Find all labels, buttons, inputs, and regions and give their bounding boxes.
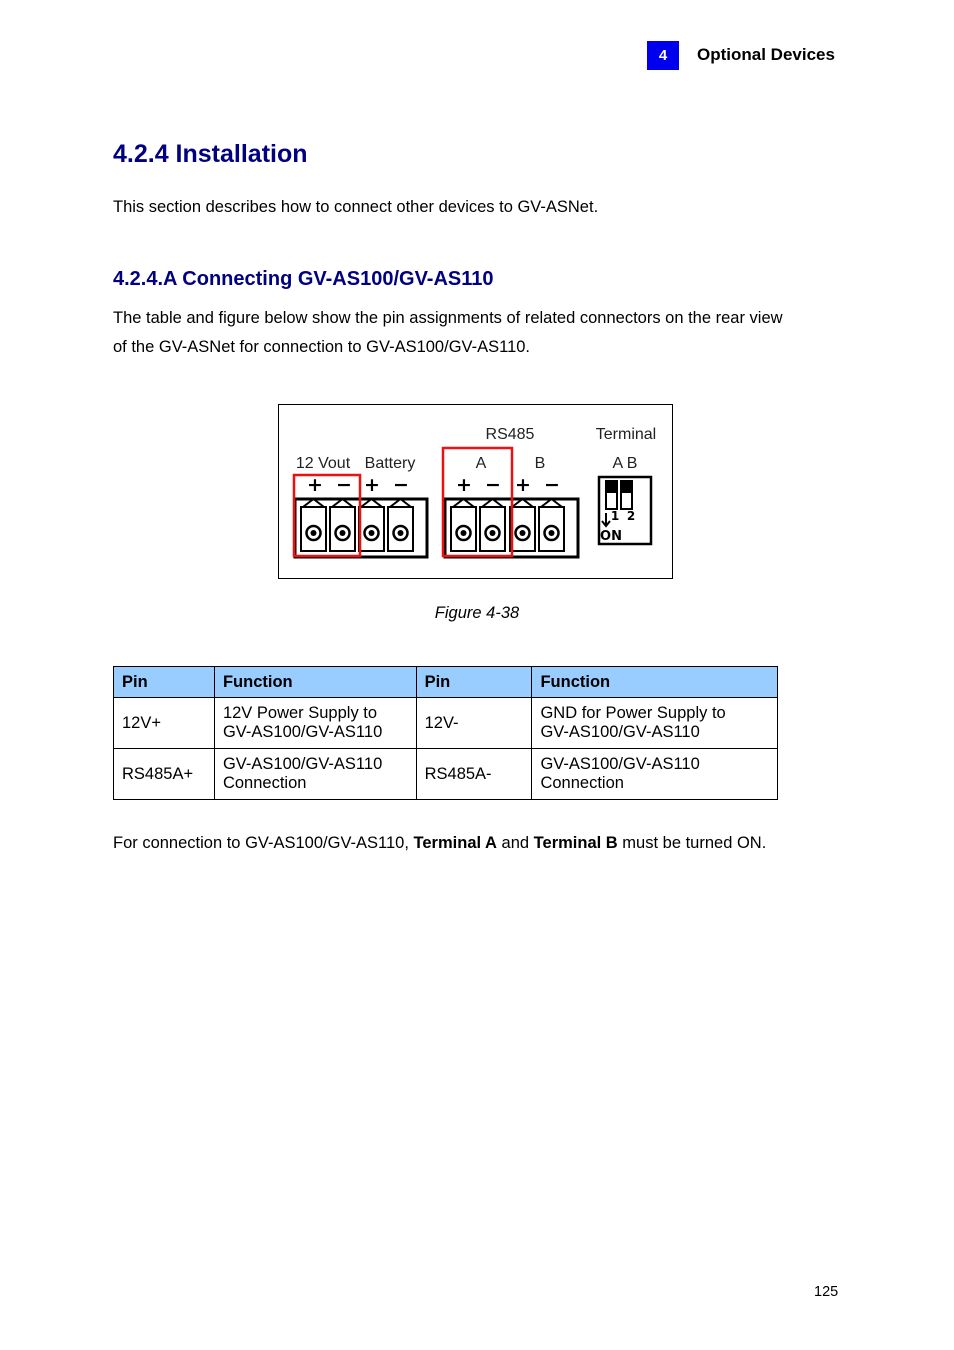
subsection-description-line1: The table and figure below show the pin assignments of related connectors on the rear view — [113, 309, 783, 327]
column-header: Function — [214, 667, 416, 698]
function-cell: GND for Power Supply to GV-AS100/GV-AS110 — [532, 698, 778, 749]
table-row — [114, 698, 778, 749]
rs485b-plus-sign: + — [515, 474, 531, 496]
column-header: Function — [532, 667, 778, 698]
terminal-note: For connection to GV-AS100/GV-AS110, Terminal A and Terminal B must be turned ON. — [113, 834, 767, 852]
rs485b-minus-sign: − — [544, 474, 560, 496]
function-cell: GV-AS100/GV-AS110 Connection — [532, 749, 778, 800]
rs485-label: RS485 — [485, 426, 535, 443]
battery-label: Battery — [364, 455, 416, 472]
vout-minus-sign: − — [336, 474, 352, 496]
terminal-screw — [510, 499, 535, 551]
section-intro: This section describes how to connect other devices to GV-ASNet. — [113, 198, 599, 216]
switch-1-label: 1 — [610, 509, 620, 523]
function-cell: 12V Power Supply to GV-AS100/GV-AS110 — [214, 698, 416, 749]
connector-figure — [278, 404, 673, 579]
terminal-label: Terminal — [595, 426, 657, 443]
rs485-a-label: A — [475, 455, 487, 472]
terminal-screw — [388, 499, 413, 551]
pin-assignment-table — [113, 666, 778, 800]
battery-minus-sign: − — [393, 474, 409, 496]
connector-diagram — [279, 405, 672, 578]
section-title: 4.2.4 Installation — [113, 140, 308, 168]
terminal-screw — [330, 499, 355, 551]
function-cell: GV-AS100/GV-AS110 Connection — [214, 749, 416, 800]
pin-cell: RS485A+ — [114, 749, 215, 800]
table-row — [114, 749, 778, 800]
rs485a-minus-sign: − — [485, 474, 501, 496]
subsection-description-line2: of the GV-ASNet for connection to GV-AS100/GV-AS110. — [113, 338, 531, 356]
terminal-screw — [480, 499, 505, 551]
chapter-number-badge: 4 — [647, 41, 679, 70]
figure-caption: Figure 4-38 — [434, 604, 520, 622]
column-header: Pin — [114, 667, 215, 698]
switch-on-label: ON — [600, 529, 622, 544]
dip-switch — [599, 477, 651, 544]
terminal-screw — [301, 499, 326, 551]
terminal-screw — [451, 499, 476, 551]
terminal-screw — [539, 499, 564, 551]
subsection-title: 4.2.4.A Connecting GV-AS100/GV-AS110 — [113, 268, 494, 290]
rs485a-plus-sign: + — [456, 474, 472, 496]
pin-cell: RS485A- — [416, 749, 532, 800]
terminal-screw — [359, 499, 384, 551]
pin-cell: 12V+ — [114, 698, 215, 749]
column-header: Pin — [416, 667, 532, 698]
switch-2-label: 2 — [626, 509, 636, 523]
table-header-row — [114, 667, 778, 698]
terminal-ab-label: A B — [612, 455, 638, 472]
chapter-title: Optional Devices — [697, 45, 835, 64]
vout-label: 12 Vout — [295, 455, 351, 472]
battery-plus-sign: + — [364, 474, 380, 496]
vout-plus-sign: + — [307, 474, 323, 496]
page-number: 125 — [814, 1284, 839, 1300]
pin-cell: 12V- — [416, 698, 532, 749]
terminal-b-emphasis: Terminal B — [533, 834, 618, 852]
rs485-b-label: B — [534, 455, 546, 472]
terminal-a-emphasis: Terminal A — [413, 834, 497, 852]
